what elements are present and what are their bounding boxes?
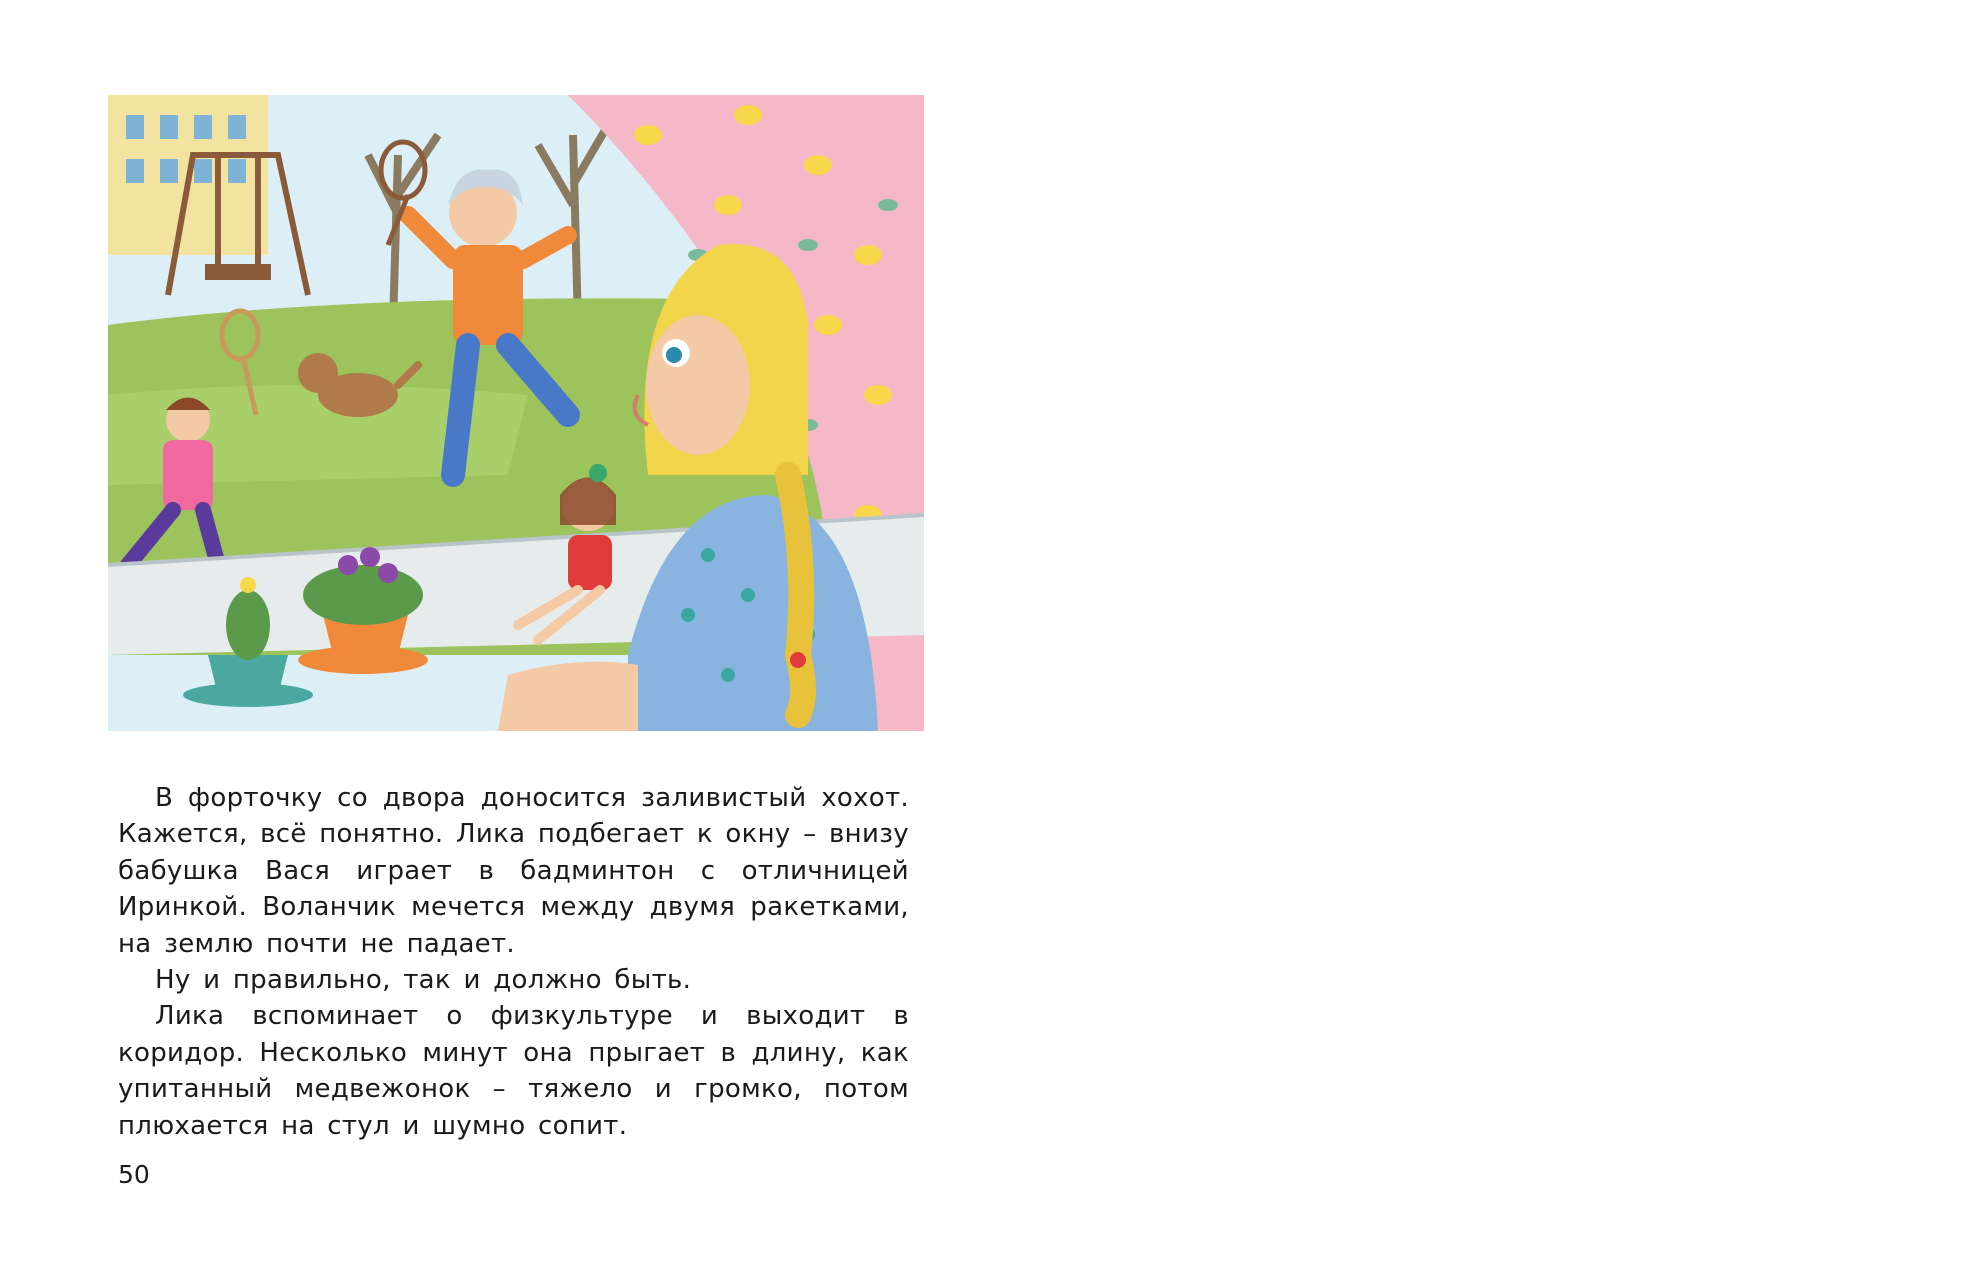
paragraph: В форточку со двора доносится заливистый хохот. Кажется, всё понятно. Лика подбегает к окну – внизу бабушка Вася играет в бадминтон с отличницей Иринкой. Воланчик мечется между двумя ракетками, на землю почти не падает. — [118, 783, 909, 959]
left-page-text — [118, 780, 909, 1144]
paragraph: Ну и правильно, так и должно быть. — [155, 965, 692, 996]
right-page — [992, 0, 1985, 1270]
left-page — [0, 0, 992, 1270]
page-number-left: 50 — [118, 1160, 150, 1189]
illustration-svg — [108, 95, 924, 731]
book-illustration — [108, 95, 924, 731]
paragraph: Лика вспоминает о физкультуре и выходит в коридор. Несколько минут она прыгает в длину, как упитанный медвежонок – тяжело и громко, потом плюхается на стул и шумно сопит. — [118, 1001, 909, 1141]
